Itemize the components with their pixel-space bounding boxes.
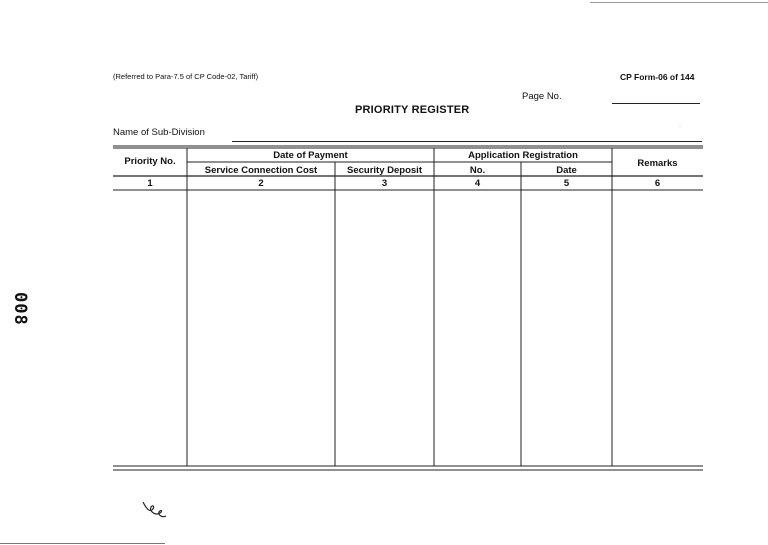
- column-number: 6: [654, 178, 661, 189]
- page-number-label: Page No.: [522, 91, 562, 102]
- reference-note: (Referred to Para-7.5 of CP Code-02, Tariff): [113, 72, 259, 81]
- col-service-cost-header: Service Connection Cost: [204, 165, 318, 176]
- column-number: 1: [147, 178, 153, 189]
- col-priority-header: Priority No.: [124, 156, 176, 167]
- margin-stamp: 008: [10, 292, 30, 326]
- form-number: CP Form-06 of 144: [620, 72, 695, 82]
- col-remarks-header: Remarks: [637, 158, 678, 169]
- speck-mark: ·: [679, 124, 681, 130]
- payment-group-header: Date of Payment: [273, 150, 348, 161]
- subdivision-label: Name of Sub-Division: [113, 127, 205, 138]
- page-title: PRIORITY REGISTER: [355, 104, 470, 116]
- col-app-no-header: No.: [469, 165, 486, 176]
- col-app-date-header: Date: [556, 165, 577, 176]
- col-security-deposit-header: Security Deposit: [347, 165, 422, 176]
- bottom-edge-line: [0, 543, 165, 544]
- column-number: 4: [474, 178, 481, 189]
- signature-scribble: [140, 498, 170, 522]
- column-number: 3: [381, 178, 388, 189]
- column-number: 2: [258, 178, 264, 189]
- application-group-header: Application Registration: [468, 150, 578, 161]
- column-number: 5: [563, 178, 570, 189]
